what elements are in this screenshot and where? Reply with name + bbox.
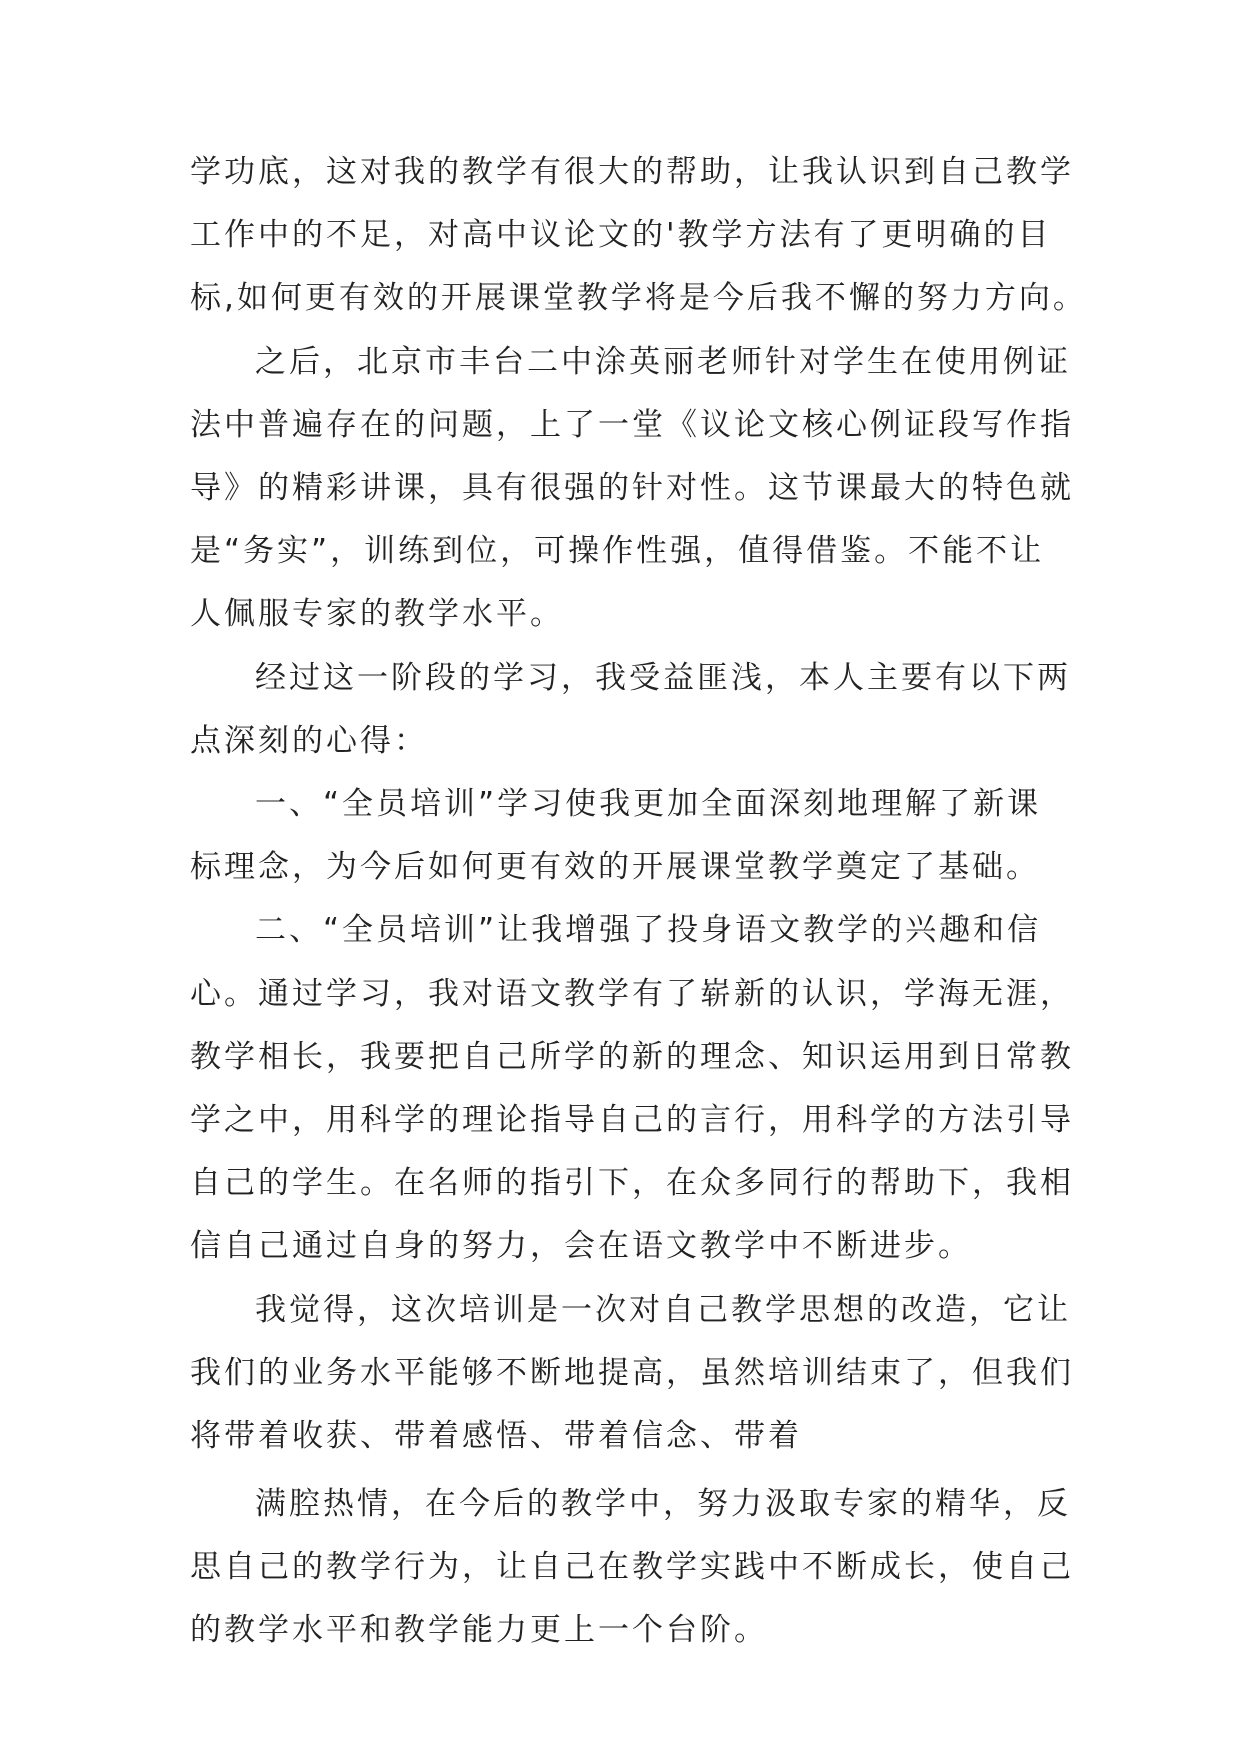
text-line: 信自己通过自身的努力，会在语文教学中不断进步。 xyxy=(190,1228,972,1264)
text-line: 将带着收获、带着感悟、带着信念、带着 xyxy=(190,1418,802,1454)
text-line: 学功底，这对我的教学有很大的帮助，让我认识到自己教学 xyxy=(190,154,1074,190)
text-line: 标,如何更有效的开展课堂教学将是今后我不懈的努力方向。 xyxy=(190,280,1087,316)
text-line: 我们的业务水平能够不断地提高，虽然培训结束了，但我们 xyxy=(190,1355,1074,1391)
text-line: 是“务实”，训练到位，可操作性强，值得借鉴。不能不让 xyxy=(190,533,1045,569)
paragraph-start-line: 经过这一阶段的学习，我受益匪浅，本人主要有以下两 xyxy=(255,660,1071,696)
text-line: 教学相长，我要把自己所学的新的理念、知识运用到日常教 xyxy=(190,1039,1074,1075)
text-line: 点深刻的心得： xyxy=(190,723,428,759)
paragraph-start-line: 一、“全员培训”学习使我更加全面深刻地理解了新课 xyxy=(255,786,1042,822)
text-line: 自己的学生。在名师的指引下，在众多同行的帮助下，我相 xyxy=(190,1165,1074,1201)
text-line: 学之中，用科学的理论指导自己的言行，用科学的方法引导 xyxy=(190,1102,1074,1138)
text-line: 标理念，为今后如何更有效的开展课堂教学奠定了基础。 xyxy=(190,849,1040,885)
text-line: 导》的精彩讲课，具有很强的针对性。这节课最大的特色就 xyxy=(190,470,1074,506)
text-line: 工作中的不足，对高中议论文的'教学方法有了更明确的目 xyxy=(190,217,1052,253)
text-line: 法中普遍存在的问题，上了一堂《议论文核心例证段写作指 xyxy=(190,407,1074,443)
paragraph-start-line: 二、“全员培训”让我增强了投身语文教学的兴趣和信 xyxy=(255,912,1042,948)
text-line: 思自己的教学行为，让自己在教学实践中不断成长，使自己 xyxy=(190,1549,1074,1585)
paragraph-start-line: 之后，北京市丰台二中涂英丽老师针对学生在使用例证 xyxy=(255,344,1071,380)
text-line: 的教学水平和教学能力更上一个台阶。 xyxy=(190,1612,768,1648)
text-line: 人佩服专家的教学水平。 xyxy=(190,596,564,632)
paragraph-start-line: 我觉得，这次培训是一次对自己教学思想的改造，它让 xyxy=(255,1292,1071,1328)
text-line: 心。通过学习，我对语文教学有了崭新的认识，学海无涯， xyxy=(190,976,1074,1012)
paragraph-start-line: 满腔热情，在今后的教学中，努力汲取专家的精华，反 xyxy=(255,1486,1071,1522)
